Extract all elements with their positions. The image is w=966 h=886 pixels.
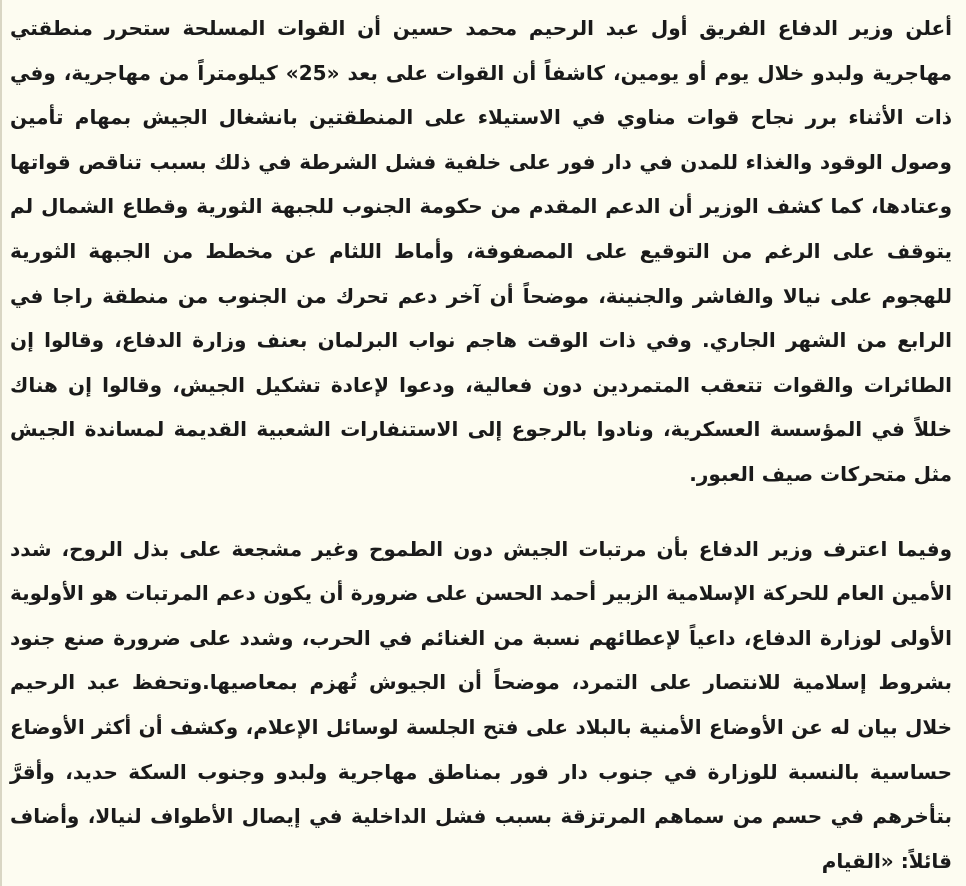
article-paragraph-1: أعلن وزير الدفاع الفريق أول عبد الرحيم محمد حسين أن القوات المسلحة ستحرر منطقتي مهاجرية ولبدو خلال يوم أو يومين، كاشفاً أن القوات على بعد «25» كيلومتراً من مهاجرية، وفي ذات الأثناء برر نجاح قوات مناوي في الاستيلاء على المنطقتين بانشغال الجيش بمهام تأمين وصول الوقود والغذاء للمدن في دار فور على خلفية فشل الشرطة في ذلك بسبب تناقص قواتها وعتادها، كما كشف الوزير أن الدعم المقدم من حكومة الجنوب للجبهة الثورية وقطاع الشمال لم يتوقف على الرغم من التوقيع على المصفوفة، وأماط اللثام عن مخطط من الجبهة الثورية للهجوم على نيالا والفاشر والجنينة، موضحاً أن آخر دعم تحرك من الجنوب من منطقة راجا في الرابع من الشهر الجاري. وفي ذات الوقت هاجم نواب البرلمان بعنف وزارة الدفاع، وقالوا إن الطائرات والقوات تتعقب المتمردين دون فعالية، ودعوا لإعادة تشكيل الجيش، وقالوا إن هناك خللاً في المؤسسة العسكرية، ونادوا بالرجوع إلى الاستنفارات الشعبية القديمة لمساندة الجيش مثل متحركات صيف العبور. [10,16,952,486]
article-paragraph-2: وفيما اعترف وزير الدفاع بأن مرتبات الجيش دون الطموح وغير مشجعة على بذل الروح، شدد الأمين العام للحركة الإسلامية الزبير أحمد الحسن على ضرورة أن يكون دعم المرتبات هو الأولوية الأولى لوزارة الدفاع، داعياً لإعطائهم نسبة من الغنائم في الحرب، وشدد على ضرورة صنع جنود بشروط إسلامية للانتصار على التمرد، موضحاً أن الجيوش تُهزم بمعاصيها.وتحفظ عبد الرحيم خلال بيان له عن الأوضاع الأمنية بالبلاد على فتح الجلسة لوسائل الإعلام، وكشف أن أكثر الأوضاع حساسية بالنسبة للوزارة في جنوب دار فور بمناطق مهاجرية ولبدو وجنوب السكة حديد، وأقرَّ بتأخرهم في حسم من سماهم المرتزقة بسبب فشل الداخلية في إيصال الأطواف لنيالا، وأضاف قائلاً: «القيام [10,536,952,873]
paragraph-spacer [10,497,952,527]
